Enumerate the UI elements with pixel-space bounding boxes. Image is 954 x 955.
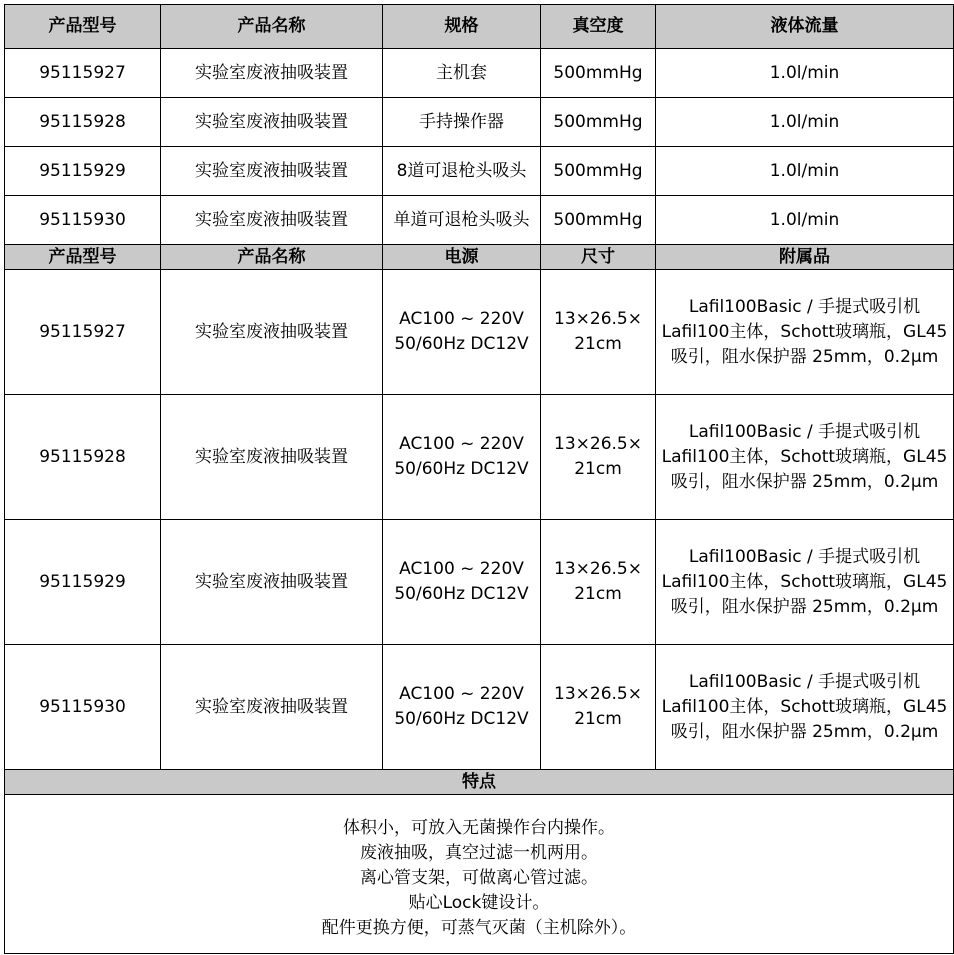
header-flow: 液体流量 bbox=[656, 5, 954, 49]
product-spec-table bbox=[4, 4, 954, 954]
feature-item: 配件更换方便，可蒸气灭菌（主机除外）。 bbox=[321, 917, 637, 938]
table-row bbox=[5, 98, 954, 147]
feature-item: 离心管支架，可做离心管过滤。 bbox=[360, 867, 598, 888]
features-list bbox=[5, 795, 954, 954]
header-spec: 规格 bbox=[383, 5, 541, 49]
header-power: 电源 bbox=[383, 245, 541, 270]
cell-spec: 8道可退枪头吸头 bbox=[383, 147, 541, 196]
features-title: 特点 bbox=[5, 770, 954, 795]
cell-size bbox=[541, 270, 656, 395]
features-header-row bbox=[5, 770, 954, 795]
cell-name: 实验室废液抽吸装置 bbox=[161, 520, 383, 645]
cell-model: 95115929 bbox=[5, 147, 161, 196]
table-row bbox=[5, 49, 954, 98]
size-line: 21cm bbox=[574, 459, 622, 479]
feature-item: 废液抽吸，真空过滤一机两用。 bbox=[360, 842, 598, 863]
size-line: 21cm bbox=[574, 709, 622, 729]
cell-spec: 主机套 bbox=[383, 49, 541, 98]
cell-spec: 单道可退枪头吸头 bbox=[383, 196, 541, 245]
power-line: 50/60Hz DC12V bbox=[394, 334, 529, 354]
size-line: 13×26.5× bbox=[554, 684, 642, 704]
cell-size bbox=[541, 395, 656, 520]
cell-vacuum: 500mmHg bbox=[541, 196, 656, 245]
table-row bbox=[5, 270, 954, 395]
size-line: 13×26.5× bbox=[554, 309, 642, 329]
cell-name: 实验室废液抽吸装置 bbox=[161, 270, 383, 395]
cell-accessories bbox=[656, 645, 954, 770]
power-line: AC100 ~ 220V bbox=[399, 309, 524, 329]
cell-name: 实验室废液抽吸装置 bbox=[161, 98, 383, 147]
table1-header-row bbox=[5, 5, 954, 49]
cell-model: 95115927 bbox=[5, 270, 161, 395]
cell-flow: 1.0l/min bbox=[656, 49, 954, 98]
accessory-line: Lafil100Basic / 手提式吸引机 bbox=[688, 546, 921, 567]
size-line: 13×26.5× bbox=[554, 434, 642, 454]
accessory-line: Lafil100主体，Schott玻璃瓶，GL45 bbox=[661, 321, 948, 342]
cell-spec: 手持操作器 bbox=[383, 98, 541, 147]
cell-name: 实验室废液抽吸装置 bbox=[161, 49, 383, 98]
cell-name: 实验室废液抽吸装置 bbox=[161, 645, 383, 770]
cell-size bbox=[541, 645, 656, 770]
cell-size bbox=[541, 520, 656, 645]
table-row bbox=[5, 645, 954, 770]
table-row bbox=[5, 196, 954, 245]
power-line: AC100 ~ 220V bbox=[399, 434, 524, 454]
accessory-line: 吸引，阻水保护器 25mm，0.2μm bbox=[670, 721, 939, 742]
table-row bbox=[5, 395, 954, 520]
cell-power bbox=[383, 520, 541, 645]
header-model: 产品型号 bbox=[5, 5, 161, 49]
header-size: 尺寸 bbox=[541, 245, 656, 270]
feature-item: 贴心Lock键设计。 bbox=[408, 892, 550, 913]
header-accessories: 附属品 bbox=[656, 245, 954, 270]
cell-name: 实验室废液抽吸装置 bbox=[161, 395, 383, 520]
cell-name: 实验室废液抽吸装置 bbox=[161, 196, 383, 245]
cell-model: 95115930 bbox=[5, 645, 161, 770]
cell-power bbox=[383, 645, 541, 770]
header-model: 产品型号 bbox=[5, 245, 161, 270]
accessory-line: Lafil100主体，Schott玻璃瓶，GL45 bbox=[661, 696, 948, 717]
feature-item: 体积小，可放入无菌操作台内操作。 bbox=[343, 817, 615, 838]
accessory-line: Lafil100主体，Schott玻璃瓶，GL45 bbox=[661, 571, 948, 592]
cell-accessories bbox=[656, 395, 954, 520]
cell-flow: 1.0l/min bbox=[656, 196, 954, 245]
cell-vacuum: 500mmHg bbox=[541, 98, 656, 147]
cell-power bbox=[383, 270, 541, 395]
header-name: 产品名称 bbox=[161, 5, 383, 49]
cell-accessories bbox=[656, 270, 954, 395]
size-line: 21cm bbox=[574, 334, 622, 354]
power-line: AC100 ~ 220V bbox=[399, 559, 524, 579]
table2-header-row bbox=[5, 245, 954, 270]
accessory-line: Lafil100Basic / 手提式吸引机 bbox=[688, 296, 921, 317]
accessory-line: Lafil100Basic / 手提式吸引机 bbox=[688, 671, 921, 692]
table-row bbox=[5, 147, 954, 196]
features-row bbox=[5, 795, 954, 954]
cell-vacuum: 500mmHg bbox=[541, 147, 656, 196]
table-row bbox=[5, 520, 954, 645]
cell-accessories bbox=[656, 520, 954, 645]
size-line: 13×26.5× bbox=[554, 559, 642, 579]
accessory-line: 吸引，阻水保护器 25mm，0.2μm bbox=[670, 596, 939, 617]
cell-model: 95115927 bbox=[5, 49, 161, 98]
power-line: AC100 ~ 220V bbox=[399, 684, 524, 704]
cell-model: 95115928 bbox=[5, 98, 161, 147]
cell-flow: 1.0l/min bbox=[656, 98, 954, 147]
cell-power bbox=[383, 395, 541, 520]
accessory-line: Lafil100主体，Schott玻璃瓶，GL45 bbox=[661, 446, 948, 467]
power-line: 50/60Hz DC12V bbox=[394, 459, 529, 479]
cell-model: 95115928 bbox=[5, 395, 161, 520]
accessory-line: Lafil100Basic / 手提式吸引机 bbox=[688, 421, 921, 442]
cell-vacuum: 500mmHg bbox=[541, 49, 656, 98]
cell-name: 实验室废液抽吸装置 bbox=[161, 147, 383, 196]
header-name: 产品名称 bbox=[161, 245, 383, 270]
power-line: 50/60Hz DC12V bbox=[394, 709, 529, 729]
accessory-line: 吸引，阻水保护器 25mm，0.2μm bbox=[670, 346, 939, 367]
cell-flow: 1.0l/min bbox=[656, 147, 954, 196]
cell-model: 95115929 bbox=[5, 520, 161, 645]
size-line: 21cm bbox=[574, 584, 622, 604]
cell-model: 95115930 bbox=[5, 196, 161, 245]
accessory-line: 吸引，阻水保护器 25mm，0.2μm bbox=[670, 471, 939, 492]
power-line: 50/60Hz DC12V bbox=[394, 584, 529, 604]
header-vacuum: 真空度 bbox=[541, 5, 656, 49]
